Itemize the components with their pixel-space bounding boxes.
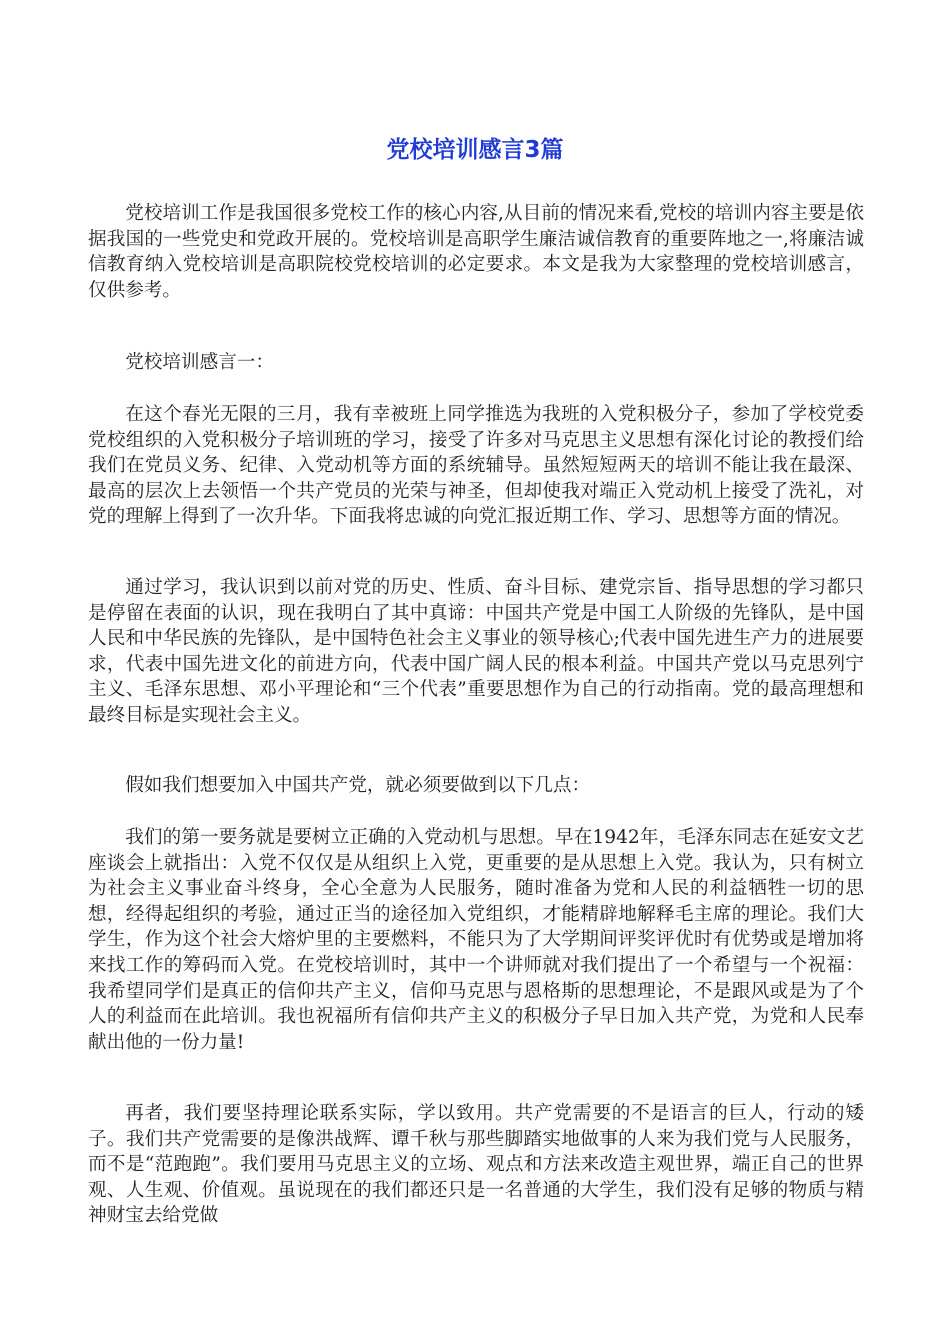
body-paragraph: 再者，我们要坚持理论联系实际，学以致用。共产党需要的不是语言的巨人，行动的矮子。我们共产党需要的是像洪战辉、谭千秋与那些脚踏实地做事的人来为我们党与人民服务，而不是“范跑跑”。我们要用马克思主义的立场、观点和方法来改造主观世界，端正自己的世界观、人生观、价值观。虽说现在的我们都还只是一名普通的大学生，我们没有足够的物质与精神财宝去给党做 [88, 1103, 864, 1227]
document-title: 党校培训感言3篇 [386, 137, 564, 163]
body-paragraph: 在这个春光无限的三月，我有幸被班上同学推选为我班的入党积极分子，参加了学校党委党校组织的入党积极分子培训班的学习，接受了许多对马克思主义思想有深化讨论的教授们给我们在党员义务、纪律、入党动机等方面的系统辅导。虽然短短两天的培训不能让我在最深、最高的层次上去领悟一个共产党员的光荣与神圣，但却使我对端正入党动机上接受了洗礼，对党的理解上得到了一次升华。下面我将忠诚的向党汇报近期工作、学习、思想等方面的情况。 [88, 404, 864, 528]
body-paragraph: 我们的第一要务就是要树立正确的入党动机与思想。早在1942年，毛泽东同志在延安文艺座谈会上就指出：入党不仅仅是从组织上入党，更重要的是从思想上入党。我认为，只有树立为社会主义事业奋斗终身，全心全意为人民服务，随时准备为党和人民的利益牺牲一切的思想，经得起组织的考验，通过正当的途径加入党组织，才能精辟地解释毛主席的理论。我们大学生，作为这个社会大熔炉里的主要燃料，不能只为了大学期间评奖评优时有优势或是增加将来找工作的筹码而入党。在党校培训时，其中一个讲师就对我们提出了一个希望与一个祝福：我希望同学们是真正的信仰共产主义，信仰马克思与恩格斯的思想理论，不是跟风或是为了个人的利益而在此培训。我也祝福所有信仰共产主义的积极分子早日加入共产党，为党和人民奉献出他的一份力量! [88, 827, 864, 1053]
section-heading: 党校培训感言一： [125, 352, 274, 373]
intro-paragraph: 党校培训工作是我国很多党校工作的核心内容,从目前的情况来看,党校的培训内容主要是依据我国的一些党史和党政开展的。党校培训是高职学生廉洁诚信教育的重要阵地之一,将廉洁诚信教育纳入党校培训是高职院校党校培训的必定要求。本文是我为大家整理的党校培训感言，仅供参考。 [88, 203, 864, 301]
body-paragraph: 通过学习，我认识到以前对党的历史、性质、奋斗目标、建党宗旨、指导思想的学习都只是停留在表面的认识，现在我明白了其中真谛：中国共产党是中国工人阶级的先锋队，是中国人民和中华民族的先锋队，是中国特色社会主义事业的领导核心;代表中国先进生产力的进展要求，代表中国先进文化的前进方向，代表中国广阔人民的根本利益。中国共产党以马克思列宁主义、毛泽东思想、邓小平理论和“三个代表”重要思想作为自己的行动指南。党的最高理想和最终目标是实现社会主义。 [88, 577, 864, 726]
body-paragraph: 假如我们想要加入中国共产党，就必须要做到以下几点： [125, 775, 591, 796]
